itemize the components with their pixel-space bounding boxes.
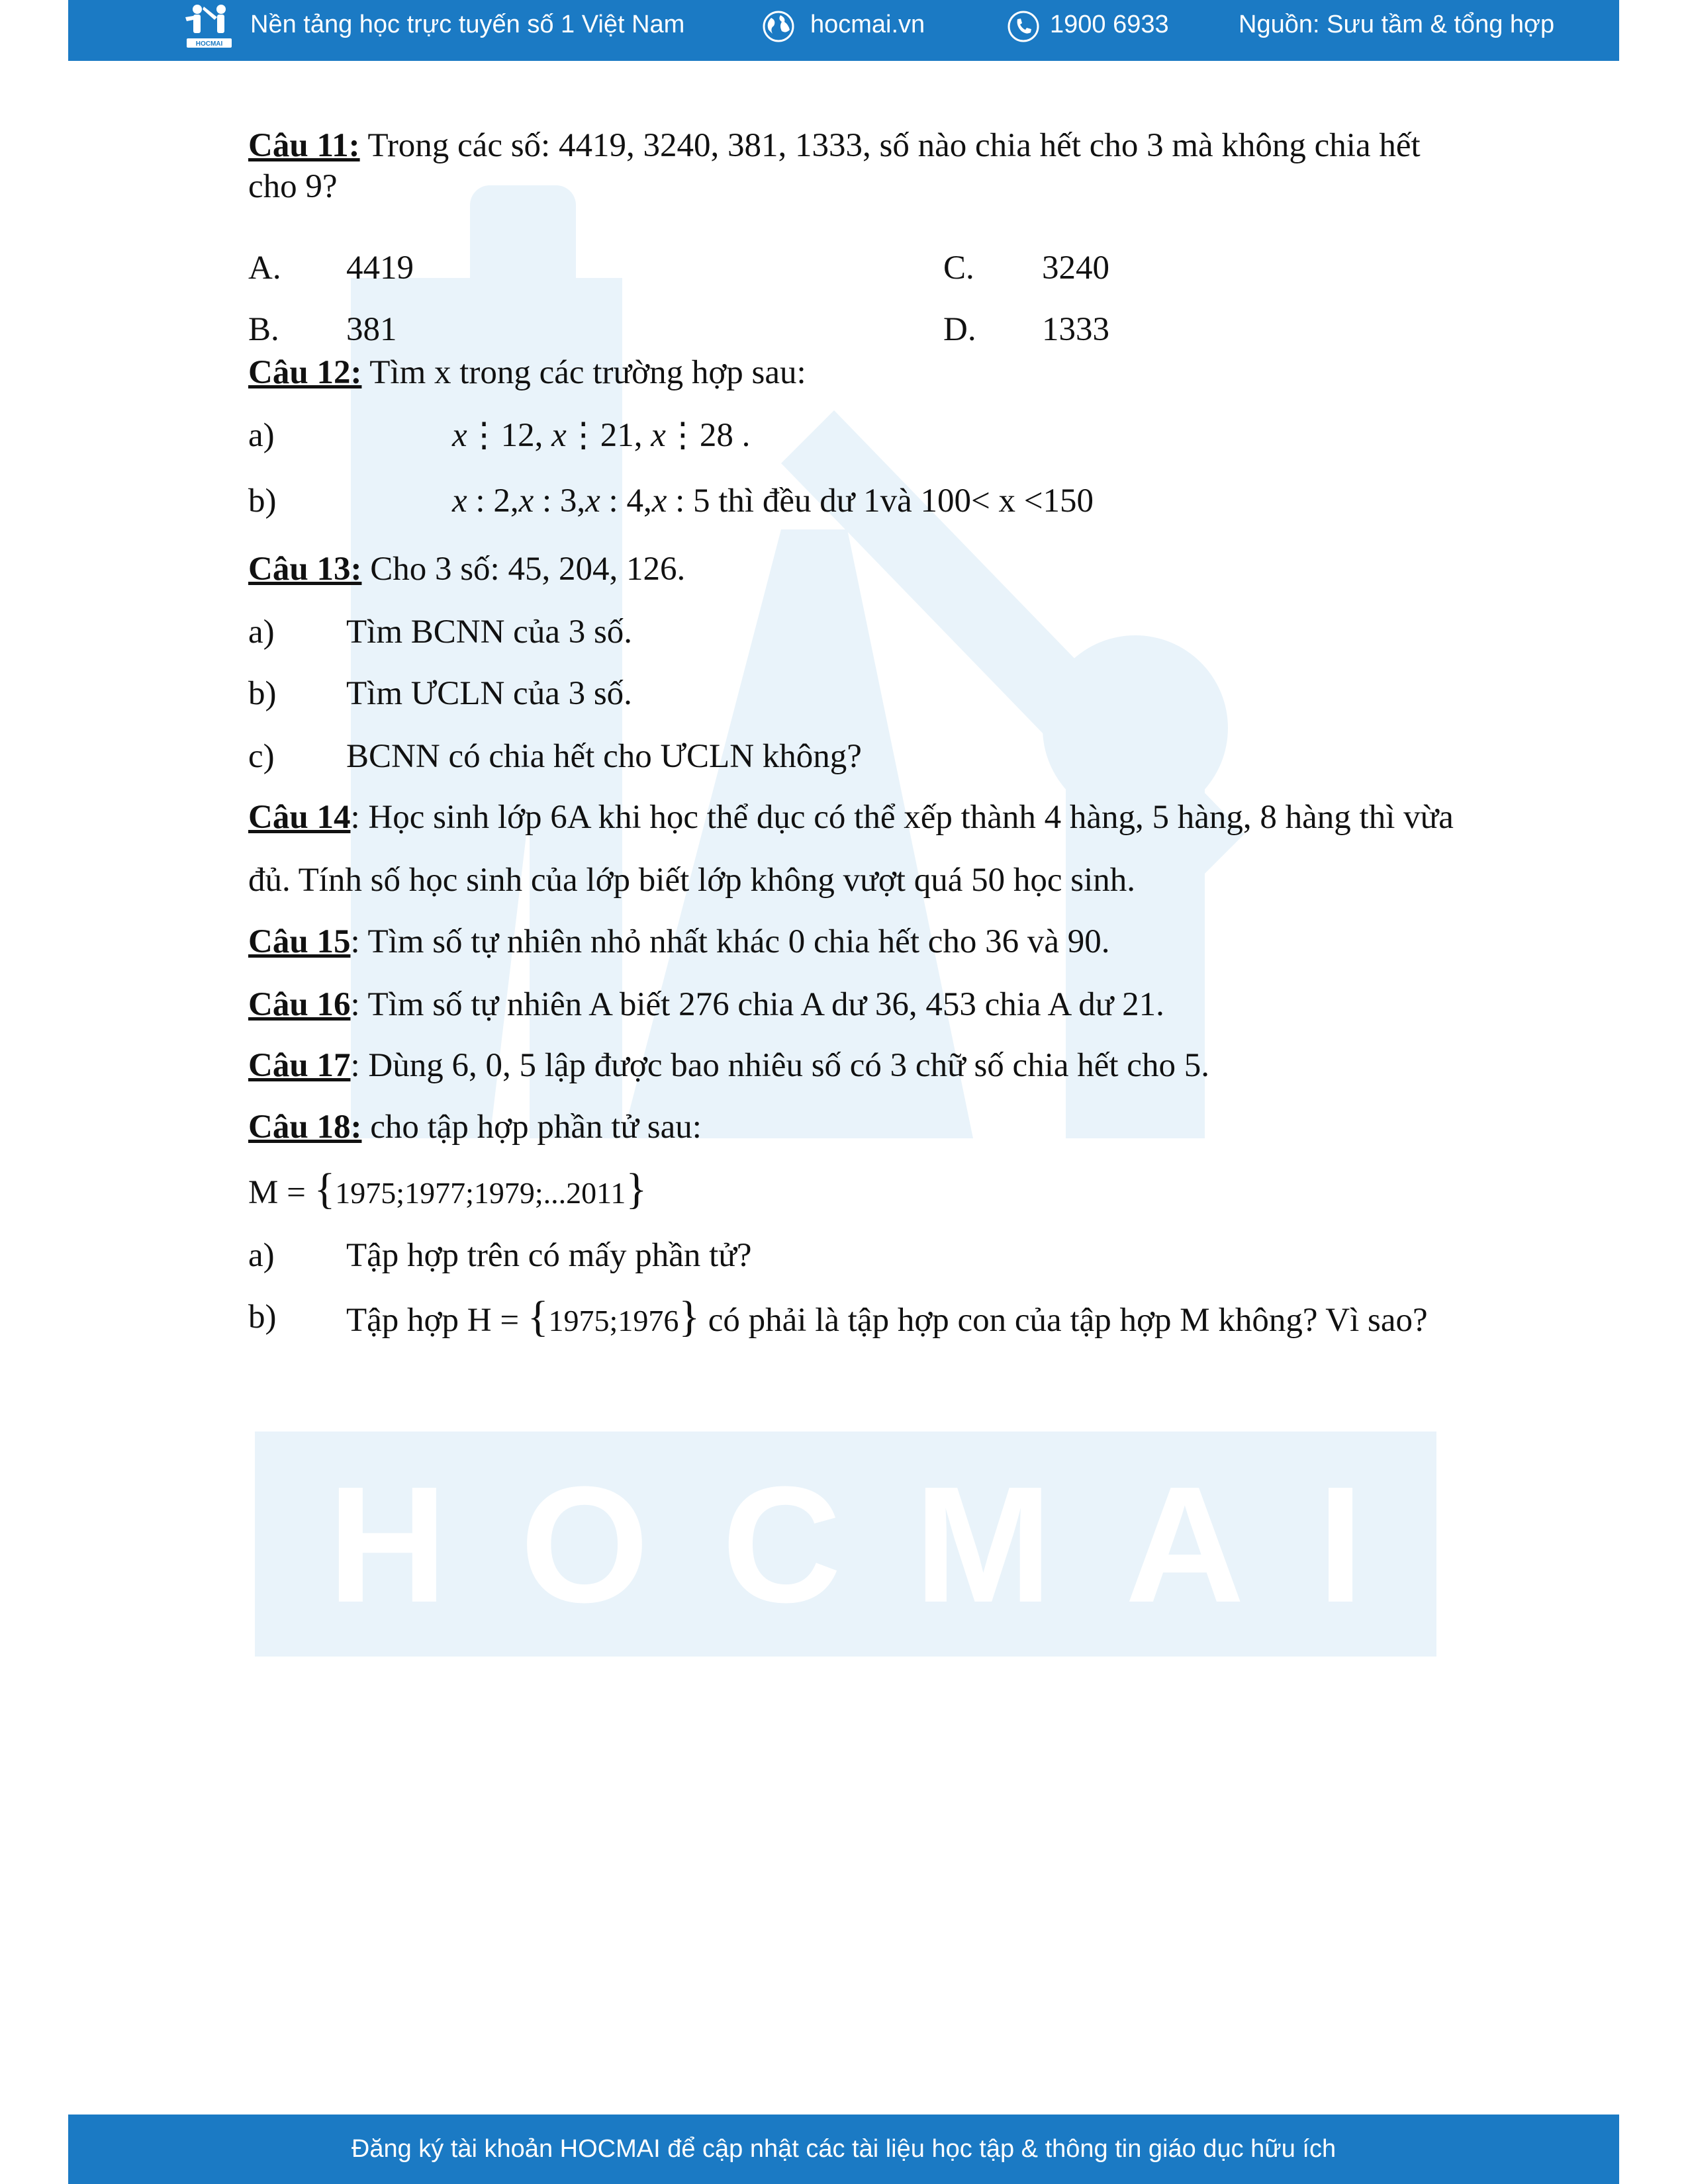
math-expression-b: x : 2,x : 3,x : 4,x : 5 thì đều dư 1và 100< x <150 <box>452 482 1094 520</box>
question-text: : Tìm số tự nhiên nhỏ nhất khác 0 chia hết cho 36 và 90. <box>350 923 1110 960</box>
item-a-text: Tìm BCNN của 3 số. <box>346 614 633 651</box>
question-text: đủ. Tính số học sinh của lớp biết lớp không vượt quá 50 học sinh. <box>248 862 1135 899</box>
header-source: Nguồn: Sưu tầm & tổng hợp <box>1239 11 1555 38</box>
item-c-text: BCNN có chia hết cho ƯCLN không? <box>346 738 862 775</box>
question-label: Câu 15 <box>248 923 351 960</box>
question-text: Tìm x trong các trường hợp sau: <box>361 354 806 391</box>
page-footer <box>68 2115 1619 2184</box>
question-14 <box>248 797 1454 837</box>
watermark-letter: O <box>520 1451 649 1637</box>
question-label: Câu 17 <box>248 1047 351 1084</box>
item-a-label: a) <box>248 1237 275 1274</box>
option-b-label: B. <box>248 311 279 348</box>
option-b-value: 381 <box>346 311 397 348</box>
question-text: cho 9? <box>248 168 338 205</box>
question-text: : Dùng 6, 0, 5 lập được bao nhiêu số có 3 chữ số chia hết cho 5. <box>350 1047 1209 1084</box>
math-expression-a: x⋮12, x⋮21, x⋮28 . <box>452 417 751 454</box>
set-m-definition: M = {1975;1977;1979;...2011} <box>248 1165 647 1213</box>
question-18 <box>248 1107 702 1147</box>
question-text: : Tìm số tự nhiên A biết 276 chia A dư 36, 453 chia A dư 21. <box>350 986 1164 1023</box>
item-b-label: b) <box>248 675 277 712</box>
question-label: Câu 13: <box>248 551 362 588</box>
question-text: Trong các số: 4419, 3240, 381, 1333, số nào chia hết cho 3 mà không chia hết <box>359 127 1421 164</box>
option-d-value: 1333 <box>1042 311 1109 348</box>
question-label: Câu 14 <box>248 799 351 836</box>
question-text: : Học sinh lớp 6A khi học thể dục có thể xếp thành 4 hàng, 5 hàng, 8 hàng thì vừa <box>350 799 1454 836</box>
header-tagline: Nền tảng học trực tuyến số 1 Việt Nam <box>250 11 685 38</box>
question-label: Câu 11: <box>248 127 360 164</box>
header-website-link[interactable]: hocmai.vn <box>810 11 925 38</box>
footer-register-text[interactable]: Đăng ký tài khoản HOCMAI để cập nhật các tài liệu học tập & thông tin giáo dục hữu ích <box>351 2135 1336 2163</box>
question-13 <box>248 549 685 589</box>
question-label: Câu 18: <box>248 1109 362 1146</box>
item-c-label: c) <box>248 738 275 775</box>
question-14-continued <box>248 860 1135 900</box>
item-b-text: Tập hợp H = {1975;1976} có phải là tập hợp con của tập hợp M không? Vì sao? <box>346 1293 1428 1341</box>
logo-brand-text: HOCMAI <box>195 40 223 48</box>
watermark-letter: C <box>722 1451 842 1637</box>
watermark-letter: H <box>328 1451 447 1637</box>
item-b-label: b) <box>248 1298 277 1336</box>
option-c-label: C. <box>943 250 974 287</box>
option-a-value: 4419 <box>346 250 414 287</box>
header-phone[interactable]: 1900 6933 <box>1050 11 1169 38</box>
item-a-label: a) <box>248 417 275 454</box>
watermark-letter: A <box>1125 1451 1245 1637</box>
question-15 <box>248 922 1110 962</box>
option-a-label: A. <box>248 250 281 287</box>
question-text: cho tập hợp phần tử sau: <box>361 1109 702 1146</box>
question-12 <box>248 353 806 392</box>
question-11-continued <box>248 167 338 206</box>
question-11 <box>248 126 1421 165</box>
item-b-label: b) <box>248 482 277 520</box>
option-d-label: D. <box>943 311 976 348</box>
item-a-label: a) <box>248 614 275 651</box>
question-17 <box>248 1046 1209 1085</box>
option-c-value: 3240 <box>1042 250 1109 287</box>
question-label: Câu 12: <box>248 354 362 391</box>
watermark-letter: I <box>1317 1451 1364 1637</box>
question-16 <box>248 985 1164 1024</box>
question-label: Câu 16 <box>248 986 351 1023</box>
question-text: Cho 3 số: 45, 204, 126. <box>361 551 686 588</box>
item-b-text: Tìm ƯCLN của 3 số. <box>346 675 632 712</box>
item-a-text: Tập hợp trên có mấy phần tử? <box>346 1237 752 1274</box>
watermark-letter: M <box>914 1451 1053 1637</box>
